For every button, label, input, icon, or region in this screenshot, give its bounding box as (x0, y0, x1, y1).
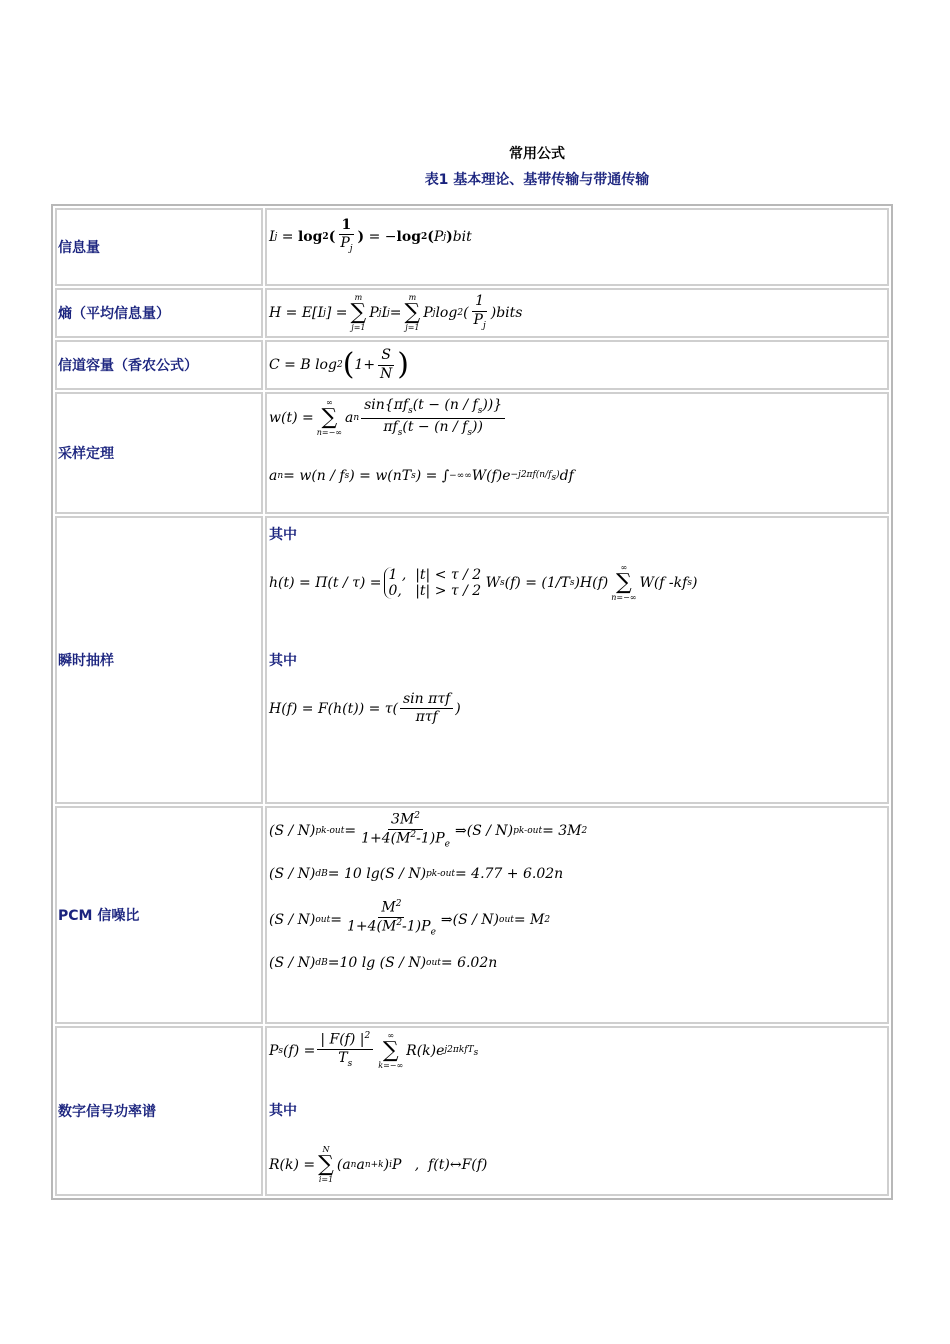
sampling-formula-2: a n = w(n / f s ) = w(nT s ) = ∫ −∞ ∞ W(f)e $-j2\pi f(n/f_s)$ df (269, 468, 574, 485)
row-label: 熵（平均信息量） (55, 288, 263, 338)
formula-cell (265, 806, 889, 1024)
formula-cell (265, 516, 889, 804)
shannon-formula: C = B log 2 ( 1+ $\frac{S}{N}$ ) (269, 347, 410, 382)
row-label: 数字信号功率谱 (55, 1026, 263, 1196)
transfer-formula: H(f) = F(h(t)) = τ( $\frac{\text{sin πτf}}{\text{πτf}}$ ) (269, 691, 461, 726)
table-row (55, 806, 889, 1024)
row-label: PCM 信噪比 (55, 806, 263, 1024)
table-row (55, 340, 889, 390)
formula-cell (265, 208, 889, 286)
table-row (55, 1026, 889, 1196)
formula-cell (265, 392, 889, 514)
formula-table (51, 204, 893, 1200)
information-formula: I j = log 2 ( $\frac{1}{P_j}$ ) = − log 2 ( P j ) bit (269, 217, 472, 255)
pulse-formula: h(t) = Π(t / τ) = 1 , |t| < τ / 2 0, |t| > τ / 2 W s (f) = (1/T s )H(f) ∞ ∑ n=−∞ W(f -kf s ) (269, 563, 698, 602)
note-label: 其中 (269, 527, 297, 543)
table-row (55, 516, 889, 804)
entropy-formula: H = E[I j ] = m ∑ j=1 P j I j = m ∑ j=1 P j log 2 ( $\frac{1}{P_j}$ )bits (269, 293, 523, 332)
formula-cell (265, 1026, 889, 1196)
table-row (55, 288, 889, 338)
formula-cell (265, 340, 889, 390)
page-title: 常用公式 (509, 146, 565, 162)
row-label: 信息量 (55, 208, 263, 286)
row-label: 信道容量（香农公式） (55, 340, 263, 390)
pcm-formula-2: (S / N) dB = 10 lg(S / N) pk-out = 4.77 + 6.02n (269, 866, 564, 883)
autocorr-formula: R(k) = N ∑ i=1 (a n a n+k ) i P , f(t) ↔ F(f) (269, 1145, 488, 1184)
table-caption: 表1 基本理论、基带传输与带通传输 (424, 172, 650, 188)
psd-formula: P s (f) = $\frac{| F(f) |^2}{T_s}$ ∞ ∑ k=−∞ R(k)e j2πkfT$_s$ (269, 1031, 479, 1070)
note-label: 其中 (269, 1103, 297, 1119)
row-label: 瞬时抽样 (55, 516, 263, 804)
pcm-formula-1: (S / N) pk-out = $\frac{3M^2}{1+4(M^2-1)P_e}$ ⇒ (S / N) pk-out = 3M 2 (269, 811, 588, 850)
note-label: 其中 (269, 653, 297, 669)
row-label: 采样定理 (55, 392, 263, 514)
table-row (55, 208, 889, 286)
formula-cell (265, 288, 889, 338)
pcm-formula-3: (S / N) out = $\frac{M^2}{1+4(M^2-1)P_e}$ ⇒ (S / N) out = M 2 (269, 899, 551, 938)
sampling-formula-1: w(t) = ∞ ∑ n=−∞ a n $\frac{\sin\{\pi f_s(t - (n / f_s))\}}{\pi f_s(t - (n / f_s))}$ (269, 398, 887, 438)
pcm-formula-4: (S / N) dB =10 lg (S / N) out = 6.02n (269, 954, 498, 971)
table-row (55, 392, 889, 514)
